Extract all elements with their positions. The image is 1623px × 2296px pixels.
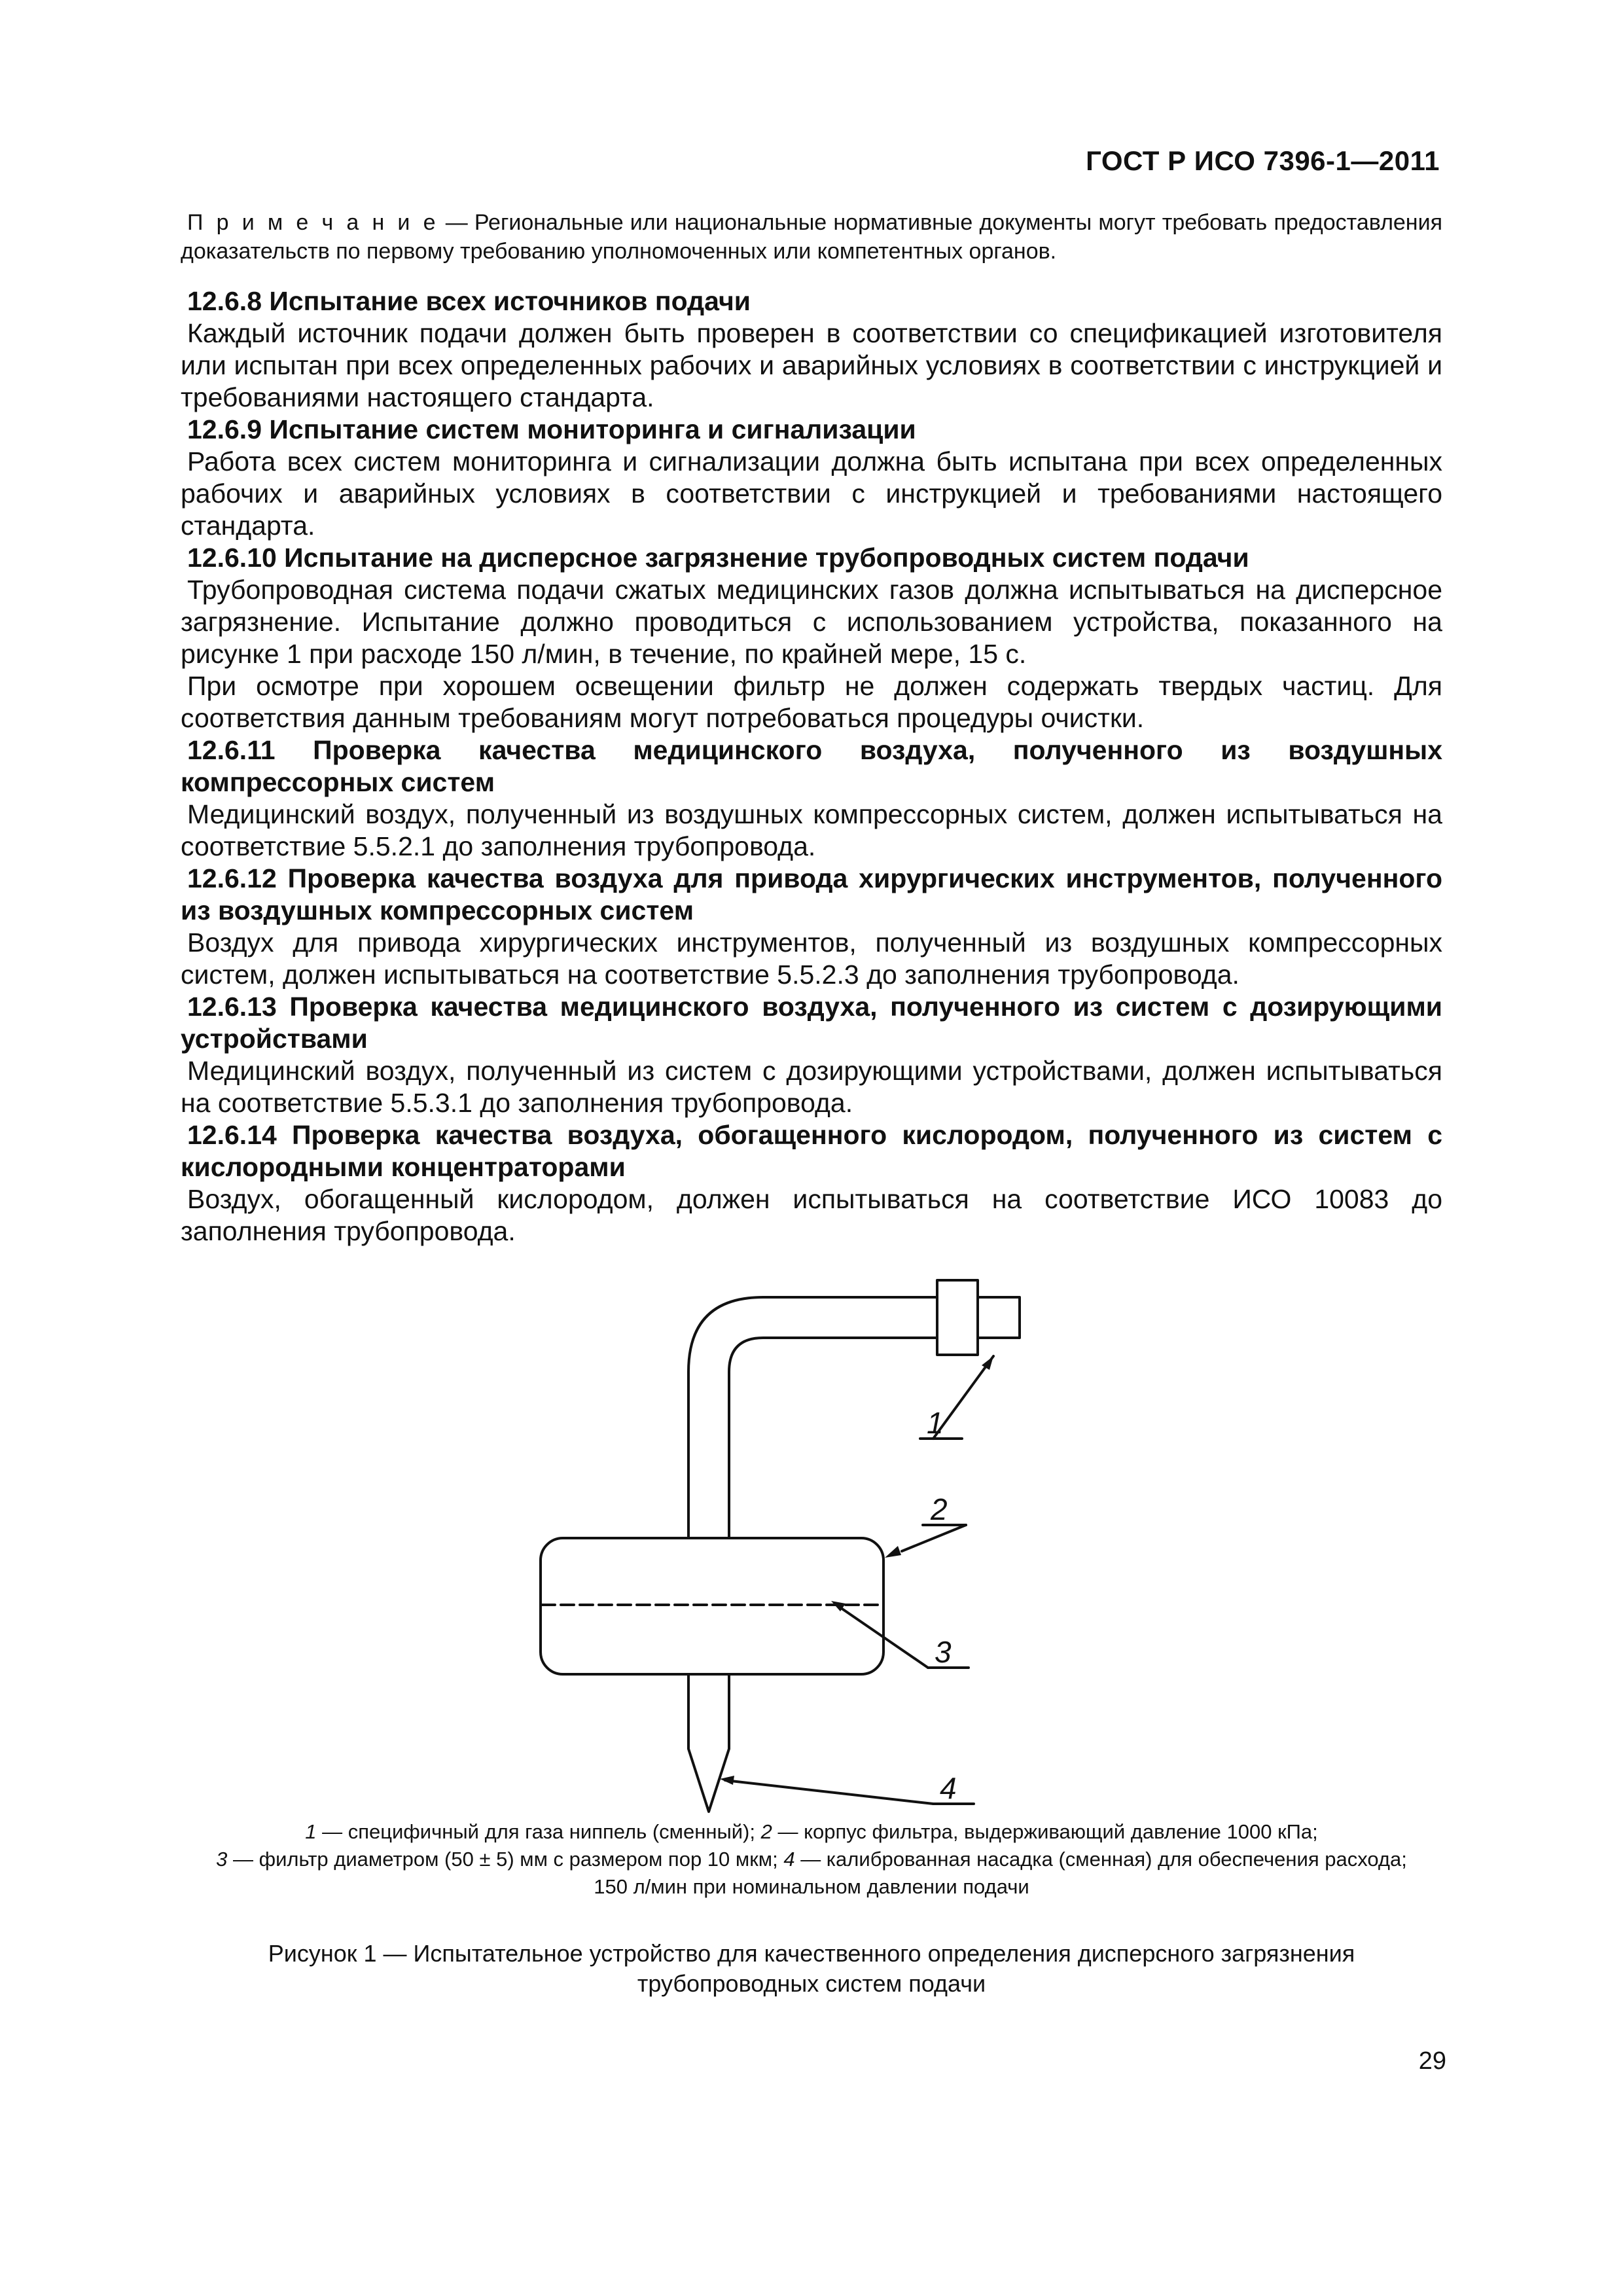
section-title: 12.6.8 Испытание всех источников подачи: [187, 286, 751, 316]
label-4: 4: [940, 1771, 957, 1805]
page-number: 29: [1418, 2047, 1446, 2075]
label-2: 2: [931, 1492, 948, 1526]
leader-line-4: [725, 1780, 933, 1804]
section-paragraph: Медицинский воздух, полученный из систем с дозирующими устройствами, должен испытываться на соответствие 5.5.3.1 до заполнения трубопровода.: [181, 1056, 1442, 1118]
label-3: 3: [935, 1635, 952, 1669]
note-label: П р и м е ч а н и е: [187, 210, 439, 235]
section-title: 12.6.9 Испытание систем мониторинга и сигнализации: [187, 414, 916, 444]
section-paragraph: Каждый источник подачи должен быть проверен в соответствии со спецификацией изготовителя или испытан при всех определенных рабочих и аварийных условиях в соответствии с инструкцией и требованиями настоящего стандарта.: [181, 318, 1442, 412]
legend-line-1: [118, 1818, 1505, 1846]
section-paragraph: Медицинский воздух, полученный из воздушных компрессорных систем, должен испытываться на соответствие 5.5.2.1 до заполнения трубопровода.: [181, 799, 1442, 861]
standard-header: ГОСТ Р ИСО 7396-1—2011: [1086, 145, 1440, 176]
legend-text: — корпус фильтра, выдерживающий давление 1000 кПа;: [772, 1820, 1318, 1843]
legend-text: — калиброванная насадка (сменная) для обеспечения расхода;: [794, 1848, 1407, 1871]
legend-line-3: 150 л/мин при номинальном давлении подачи: [594, 1875, 1029, 1898]
section-title: 12.6.10 Испытание на дисперсное загрязнение трубопроводных систем подачи: [187, 543, 1249, 573]
figure-legend: [118, 1818, 1505, 1901]
pipe-inner-wall: [729, 1338, 937, 1538]
legend-text: — специфичный для газа ниппель (сменный);: [316, 1820, 761, 1843]
legend-num: 4: [783, 1848, 795, 1871]
arrowhead-4: [720, 1776, 734, 1785]
legend-num: 2: [760, 1820, 772, 1843]
leader-line-2: [902, 1525, 966, 1551]
section-title: 12.6.13 Проверка качества медицинского воздуха, полученного из систем с дозирующими устройствами: [181, 992, 1442, 1054]
calibrated-nozzle: [688, 1674, 729, 1812]
caption-line-2: трубопроводных систем подачи: [637, 1970, 986, 1997]
section-title: 12.6.12 Проверка качества воздуха для привода хирургических инструментов, полученного из воздушных компрессорных систем: [181, 863, 1442, 925]
note-text: — Региональные или национальные нормативные документы могут требовать предоставления доказательств по первому требованию уполномоченных или компетентных органов.: [181, 210, 1442, 264]
section-paragraph: При осмотре при хорошем освещении фильтр не должен содержать твердых частиц. Для соответствия данным требованиям могут потребоваться процедуры очистки.: [181, 671, 1442, 733]
section-title: 12.6.11 Проверка качества медицинского воздуха, полученного из воздушных компрессорных систем: [181, 735, 1442, 797]
section-title: 12.6.14 Проверка качества воздуха, обогащенного кислородом, полученного из систем с кислородными концентраторами: [181, 1120, 1442, 1182]
section-paragraph: Работа всех систем мониторинга и сигнализации должна быть испытана при всех определенных рабочих и аварийных условиях в соответствии с инструкцией и требованиями настоящего стандарта.: [181, 446, 1442, 541]
nipple-tip: [978, 1297, 1020, 1338]
section-paragraph: Воздух для привода хирургических инструментов, полученный из воздушных компрессорных систем, должен испытываться на соответствие 5.5.2.3 до заполнения трубопровода.: [181, 927, 1442, 990]
label-1: 1: [927, 1406, 944, 1440]
section-paragraph: Воздух, обогащенный кислородом, должен испытываться на соответствие ИСО 10083 до заполнения трубопровода.: [181, 1184, 1442, 1246]
pipe-outer-wall: [688, 1297, 937, 1538]
caption-line-1: Рисунок 1 — Испытательное устройство для качественного определения дисперсного загрязнения: [268, 1940, 1355, 1967]
section-paragraph: Трубопроводная система подачи сжатых медицинских газов должна испытываться на дисперсное загрязнение. Испытание должно проводиться с использованием устройства, показанного на рисунке 1 при расходе 150 л/мин, в течение, по крайней мере, 15 с.: [181, 575, 1442, 669]
legend-text: — фильтр диаметром (50 ± 5) мм с размером пор 10 мкм;: [227, 1848, 784, 1871]
legend-num: 3: [216, 1848, 228, 1871]
figure-caption: [181, 1939, 1442, 1999]
arrowhead-2: [885, 1546, 901, 1558]
legend-num: 1: [305, 1820, 317, 1843]
nipple-collar: [937, 1280, 978, 1355]
legend-line-2: [118, 1846, 1505, 1873]
